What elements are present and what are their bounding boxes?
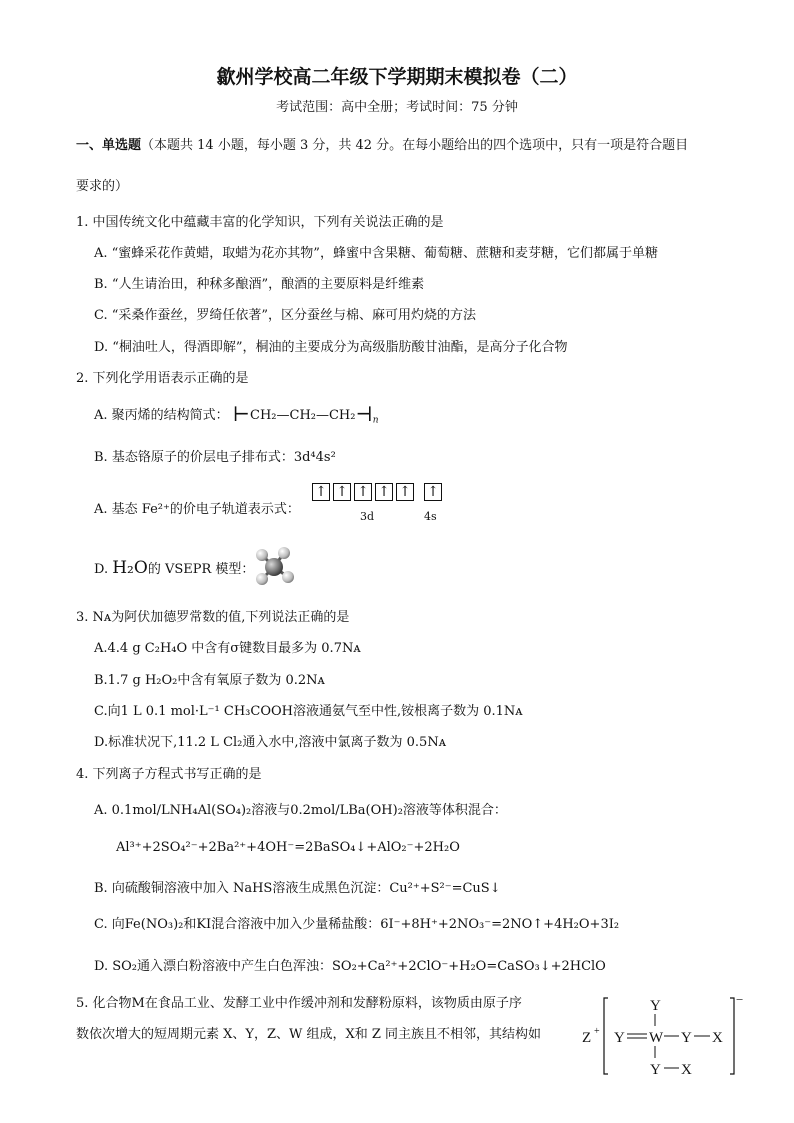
atom-y-left: Y — [614, 1030, 625, 1046]
question-2-option-d — [94, 558, 254, 578]
vsepr-label: 的 VSEPR 模型： — [147, 562, 255, 577]
bracket-right-icon: ⊣ — [355, 402, 373, 426]
exam-title: 歙州学校高二年级下学期期末模拟卷（二） — [216, 66, 578, 88]
cation-charge: + — [594, 1026, 600, 1037]
atom-y-top: Y — [650, 998, 661, 1014]
question-4-option-a-equation: Al³⁺+2SO₄²⁻+2Ba²⁺+4OH⁻=2BaSO₄↓+AlO₂⁻+2H₂O — [116, 840, 460, 855]
orbital-box: ↑ — [333, 483, 351, 501]
option-b-label: B. 基态铬原子的价层电子排布式： — [94, 450, 294, 465]
polypropylene-formula: CH₂—CH₂—CH₂ — [250, 408, 356, 423]
anion-charge: − — [736, 992, 744, 1007]
question-4-option-d: D. SO₂通入漂白粉溶液中产生白色浑浊：SO₂+Ca²⁺+2ClO⁻+H₂O=CaSO₃↓+2HClO — [94, 959, 606, 974]
question-3-option-b: B.1.7 g H₂O₂中含有氧原子数为 0.2Nᴀ — [94, 673, 325, 688]
question-2-option-a — [94, 402, 379, 426]
question-2-option-b — [94, 446, 336, 465]
question-5-stem-line1: 5. 化合物M在食品工业、发酵工业中作缓冲剂和发酵粉原料，该物质由原子序 — [76, 996, 522, 1011]
bracket-left-icon: ⊢ — [232, 402, 250, 426]
section-instructions-line1: （本题共 14 小题，每小题 3 分，共 42 分。在每小题给出的四个选项中，只有一项是符合题目 — [141, 138, 689, 153]
orbital-box: ↑ — [424, 483, 442, 501]
chromium-config: 3d⁴4s² — [293, 450, 336, 465]
question-3-option-c: C.向1 L 0.1 mol·L⁻¹ CH₃COOH溶液通氨气至中性,铵根离子数为 0.1Nᴀ — [94, 704, 523, 719]
section-heading: 一、单选题 — [76, 138, 142, 153]
question-4-stem: 4. 下列离子方程式书写正确的是 — [76, 767, 262, 782]
question-1-option-d: D. “桐油吐人，得酒即解”，桐油的主要成分为高级脂肪酸甘油酯，是高分子化合物 — [94, 340, 568, 355]
question-2-stem: 2. 下列化学用语表示正确的是 — [76, 371, 249, 386]
question-1-option-c: C. “采桑作蚕丝，罗绮任依著”，区分蚕丝与棉、麻可用灼烧的方法 — [94, 308, 477, 323]
orbital-box: ↑ — [375, 483, 393, 501]
section-instructions — [76, 134, 688, 153]
orbital-box: ↑ — [354, 483, 372, 501]
orbital-box: ↑ — [312, 483, 330, 501]
atom-w: W — [649, 1030, 664, 1046]
atom-x-bottom: X — [681, 1062, 692, 1078]
question-4-option-c: C. 向Fe(NO₃)₂和KI混合溶液中加入少量稀盐酸：6I⁻+8H⁺+2NO₃⁻=2NO↑+4H₂O+3I₂ — [94, 917, 620, 932]
orbital-box: ↑ — [396, 483, 414, 501]
atom-x-right: X — [712, 1030, 723, 1046]
question-1-option-a: A. “蜜蜂采花作黄蜡，取蜡为花亦其物”，蜂蜜中含果糖、葡萄糖、蔗糖和麦芽糖，它们都属于单糖 — [94, 246, 658, 261]
exam-subtitle: 考试范围：高中全册；考试时间：75 分钟 — [276, 100, 518, 115]
question-1-stem: 1. 中国传统文化中蕴藏丰富的化学知识，下列有关说法正确的是 — [76, 215, 444, 230]
section-instructions-line2: 要求的） — [76, 179, 129, 194]
option-d-label: D. — [94, 562, 113, 577]
question-4-option-a: A. 0.1mol/LNH₄Al(SO₄)₂溶液与0.2mol/LBa(OH)₂溶液等体积混合： — [94, 803, 507, 818]
orbital-label-3d: 3d — [360, 510, 375, 523]
atom-y-right: Y — [681, 1030, 692, 1046]
question-1-option-b: B. “人生请治田，种秫多酿酒”，酿酒的主要原料是纤维素 — [94, 277, 425, 292]
question-2-option-c: A. 基态 Fe²⁺的价电子轨道表示式： — [94, 502, 300, 517]
atom-y-bottom: Y — [650, 1062, 661, 1078]
cation-z: Z — [582, 1030, 592, 1046]
question-4-option-b: B. 向硫酸铜溶液中加入 NaHS溶液生成黑色沉淀：Cu²⁺+S²⁻=CuS↓ — [94, 881, 501, 896]
question-5-stem-line2: 数依次增大的短周期元素 X、Y，Z、W 组成，X和 Z 同主族且不相邻，其结构如 — [76, 1027, 542, 1042]
vsepr-model-icon — [250, 545, 298, 587]
compound-structure-diagram — [578, 990, 748, 1080]
question-3-option-a: A.4.4 g C₂H₄O 中含有σ键数目最多为 0.7Nᴀ — [94, 641, 361, 656]
repeat-n: n — [372, 415, 379, 426]
question-3-stem: 3. Nᴀ为阿伏加德罗常数的值,下列说法正确的是 — [76, 610, 350, 625]
orbital-label-4s: 4s — [424, 510, 437, 523]
water-formula: H₂O — [112, 558, 148, 578]
question-3-option-d: D.标准状况下,11.2 L Cl₂通入水中,溶液中氯离子数为 0.5Nᴀ — [94, 735, 447, 750]
option-a-label: A. 聚丙烯的结构简式： — [94, 408, 229, 423]
